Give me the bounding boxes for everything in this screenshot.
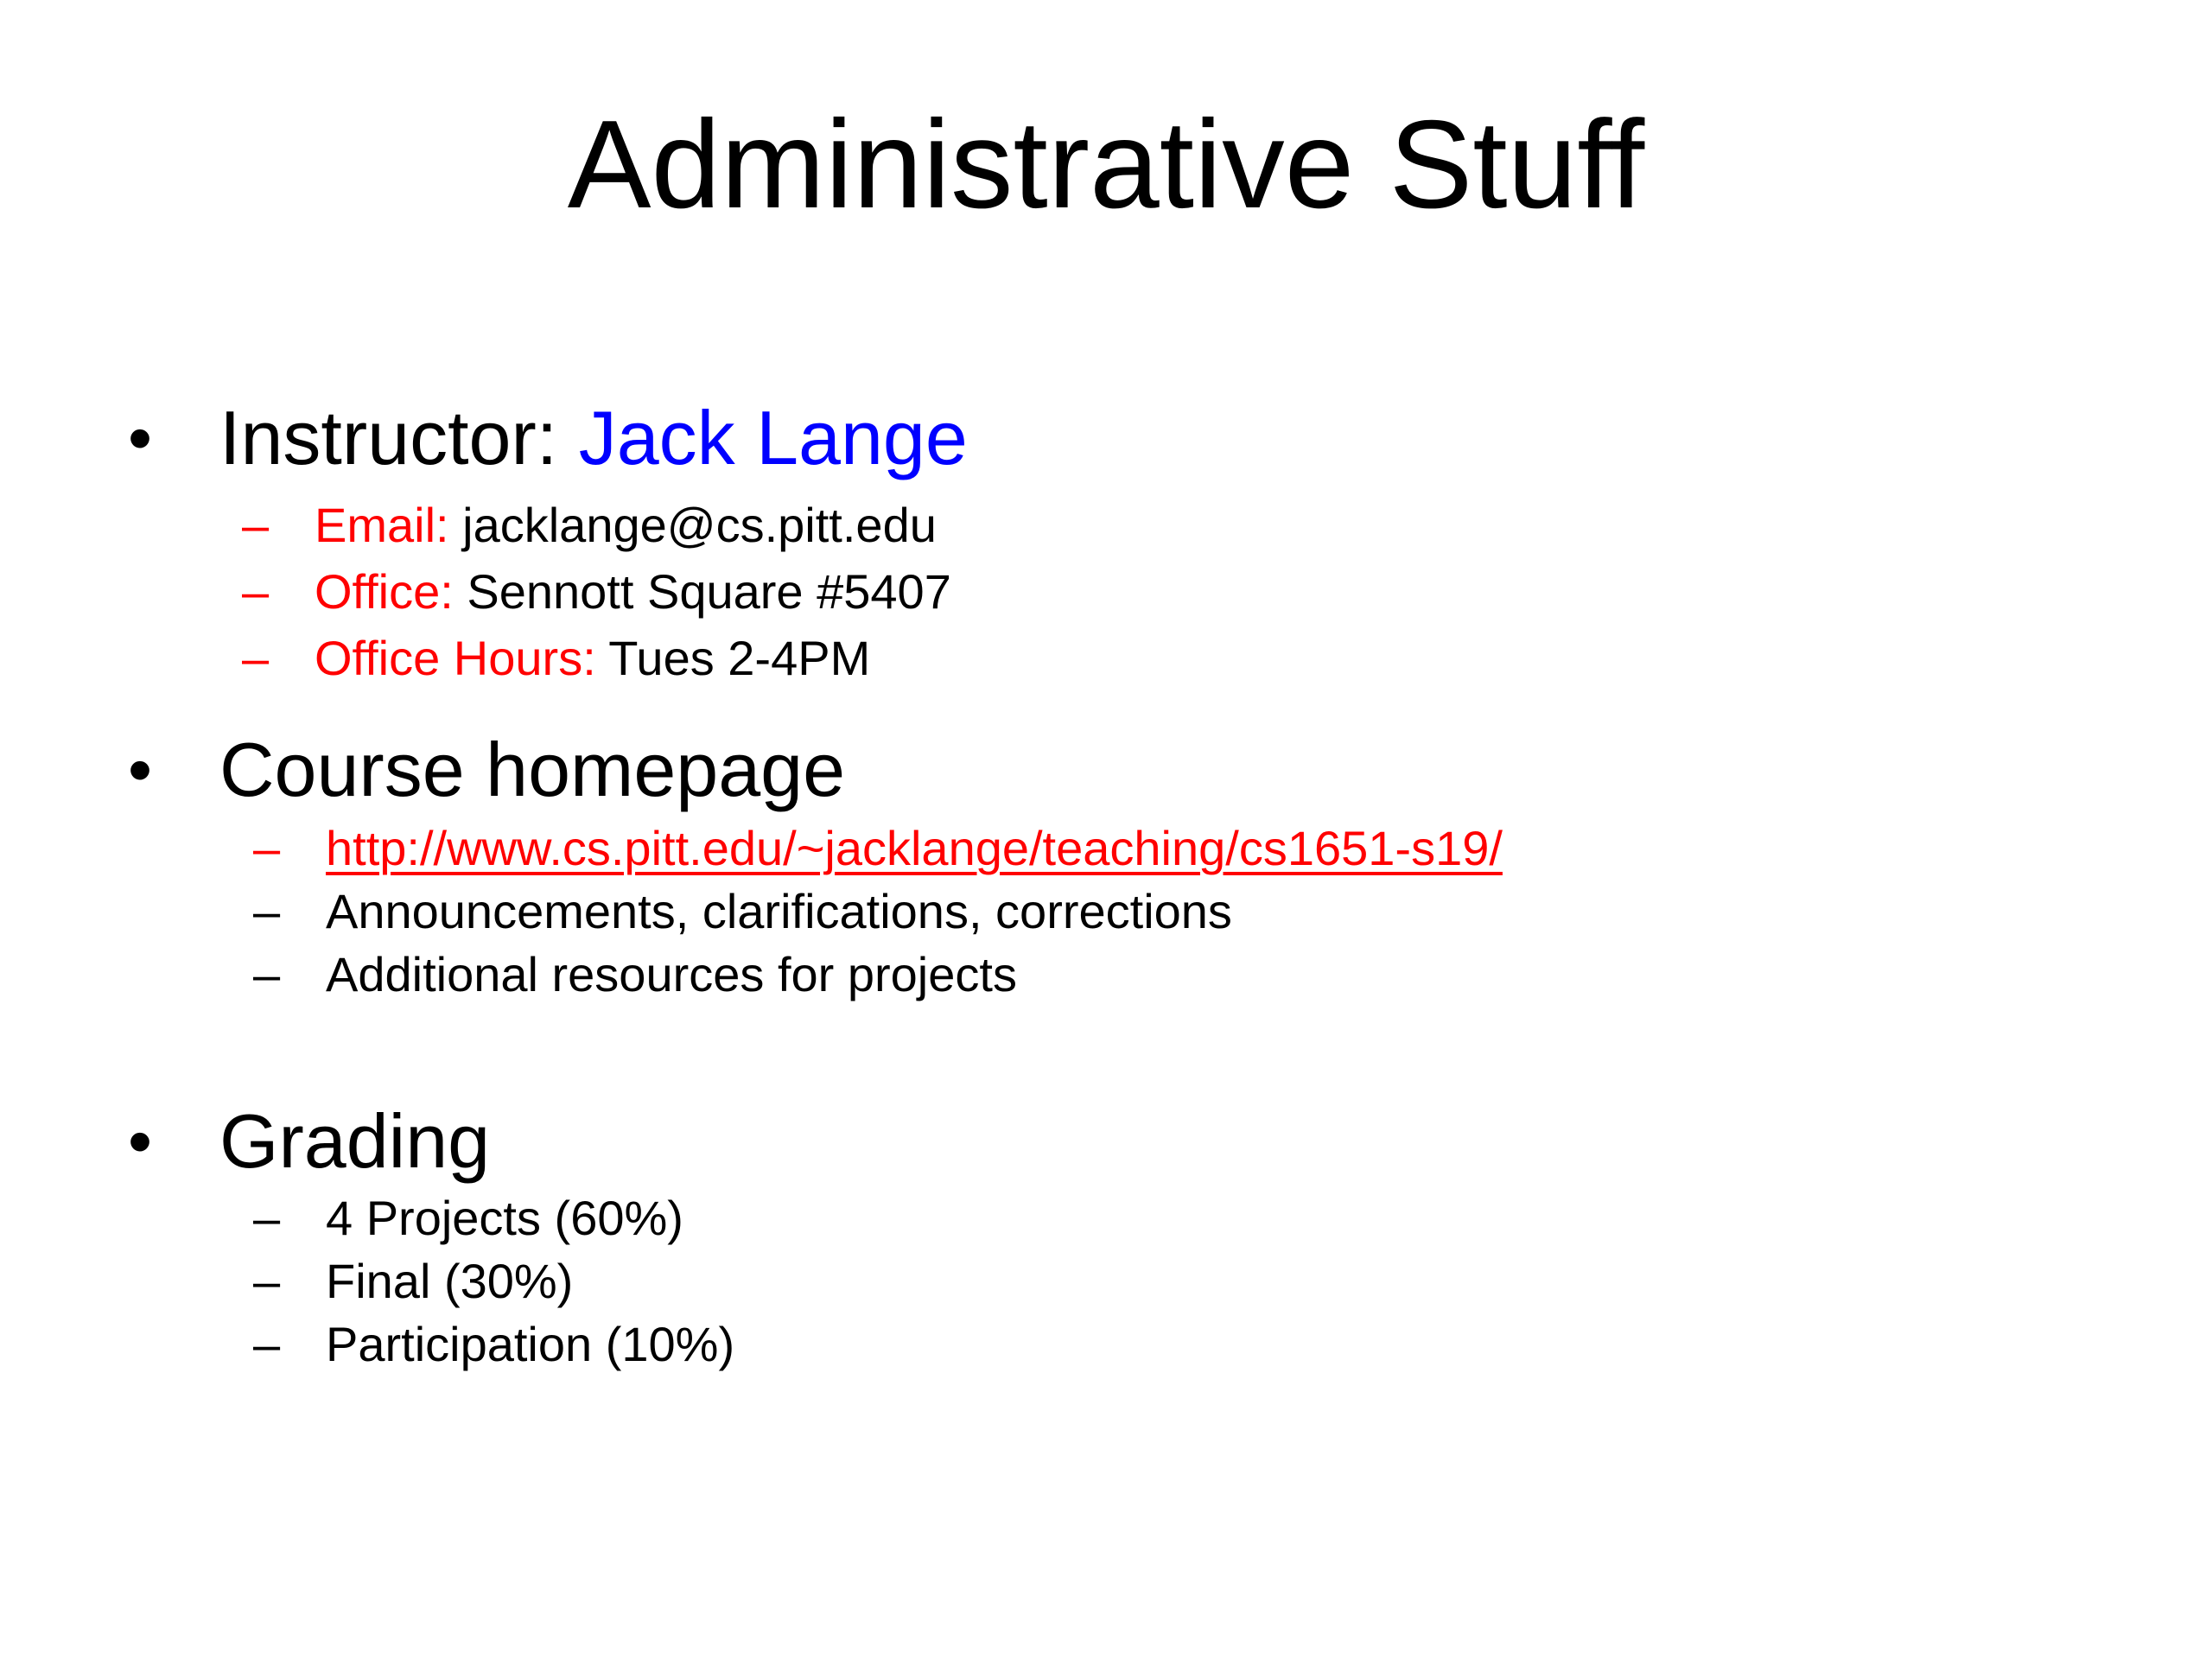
office-hours-value: Tues 2-4PM xyxy=(595,631,871,685)
course-homepage-link[interactable]: http://www.cs.pitt.edu/~jacklange/teaching/cs1651-s19/ xyxy=(326,821,1503,875)
subitem-text: 4 Projects (60%) xyxy=(326,1191,683,1245)
subitem-text: Final (30%) xyxy=(326,1254,574,1308)
dash-marker: – xyxy=(242,498,270,552)
dash-marker: – xyxy=(253,884,281,938)
subitem-text xyxy=(315,627,870,690)
subitem-text xyxy=(315,494,937,556)
instructor-label: Instructor: xyxy=(219,395,579,480)
email-value: jacklange@cs.pitt.edu xyxy=(448,498,937,552)
slide-title: Administrative Stuff xyxy=(567,94,1645,234)
bullet-text xyxy=(219,391,968,486)
subitem-text: Announcements, clarifications, corrections xyxy=(326,884,1232,938)
bullet-marker: • xyxy=(128,1103,153,1179)
dash-marker: – xyxy=(253,947,281,1001)
dash-marker: – xyxy=(253,1317,281,1371)
subitem-text xyxy=(315,561,951,623)
bullet-marker: • xyxy=(128,399,153,476)
subitem-text: Participation (10%) xyxy=(326,1317,735,1371)
dash-marker: – xyxy=(253,821,281,875)
bullet-text: Course homepage xyxy=(219,727,846,812)
subitem-text: Additional resources for projects xyxy=(326,947,1017,1001)
dash-marker: – xyxy=(253,1254,281,1308)
bullet-text: Grading xyxy=(219,1098,491,1184)
dash-marker: – xyxy=(242,631,270,685)
dash-marker: – xyxy=(253,1191,281,1245)
instructor-name: Jack Lange xyxy=(578,395,968,480)
email-label: Email: xyxy=(315,498,449,552)
dash-marker: – xyxy=(242,564,270,619)
office-hours-label: Office Hours: xyxy=(315,631,596,685)
office-value: Sennott Square #5407 xyxy=(453,564,951,619)
office-label: Office: xyxy=(315,564,454,619)
bullet-marker: • xyxy=(128,731,153,808)
